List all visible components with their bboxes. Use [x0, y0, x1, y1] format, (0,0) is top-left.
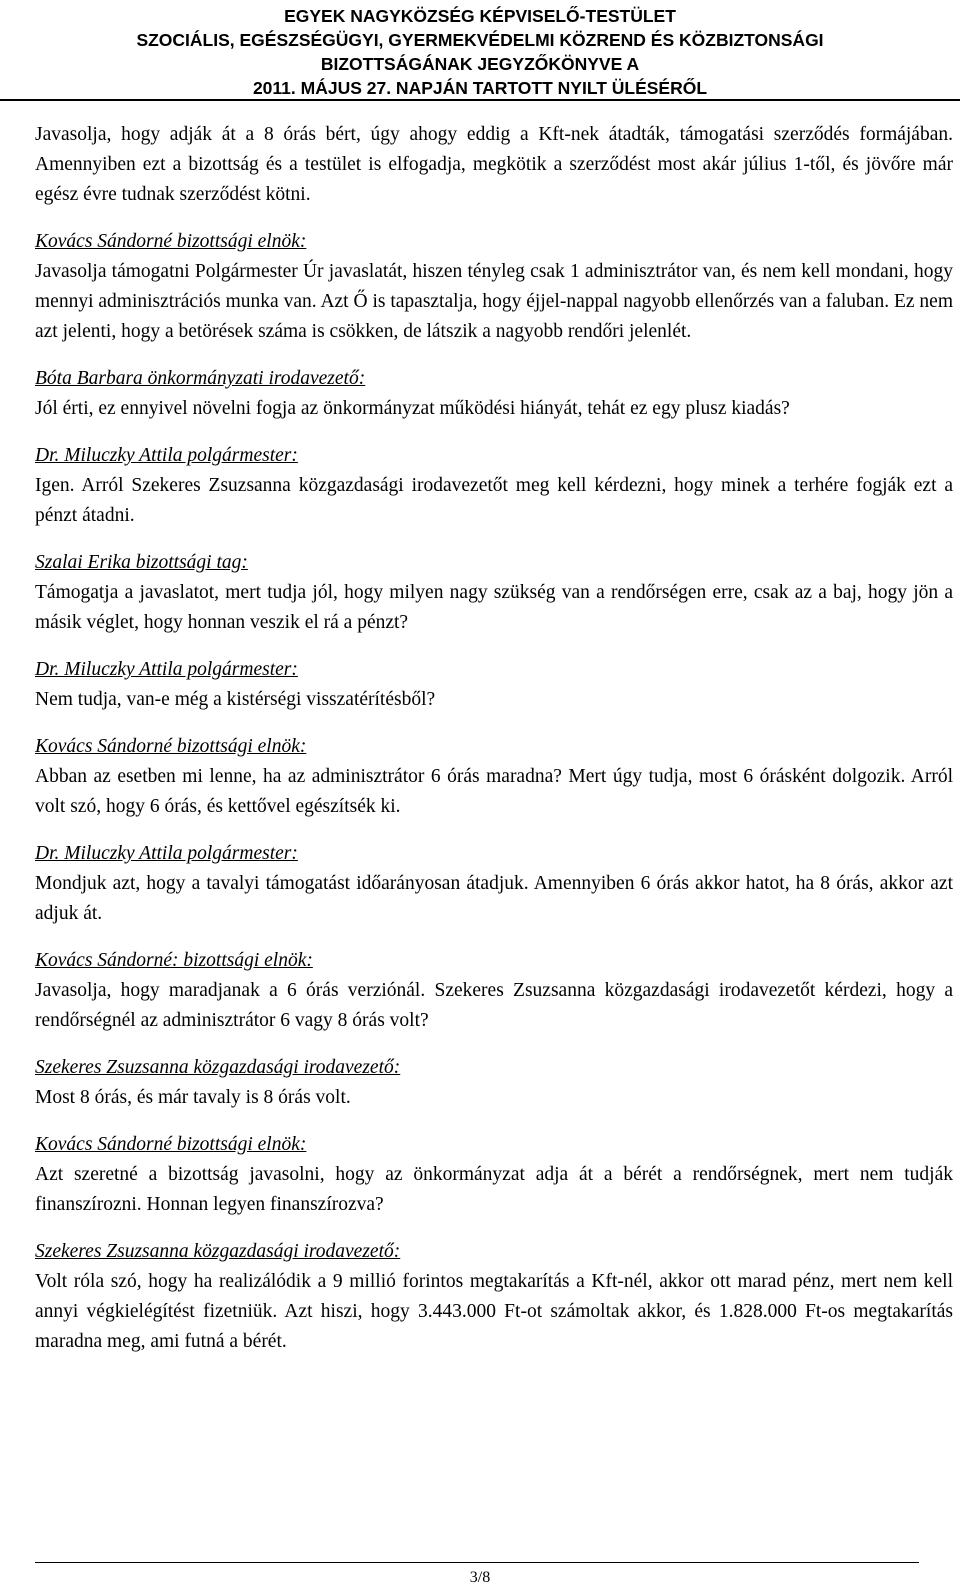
- page-number: 3/8: [469, 1569, 491, 1586]
- speech-block: [35, 227, 953, 347]
- speaker-label: Dr. Miluczky Attila polgármester:: [35, 659, 298, 680]
- header-divider: [0, 99, 960, 101]
- speech-text: Javasolja támogatni Polgármester Úr javaslatát, hiszen tényleg csak 1 adminisztrátor van, és nem kell mondani, hogy mennyi adminisztrációs munka van. Azt Ő is tapasztalja, hogy éjjel-nappal nagyobb ellenőrzés van a faluban. Ez nem azt jelenti, hogy a betörések száma is csökken, de látszik a nagyobb rendőri jelenlét.: [35, 261, 953, 342]
- speech-text: Javasolja, hogy maradjanak a 6 órás verziónál. Szekeres Zsuzsanna közgazdasági irodavezetőt kérdezi, hogy a rendőrségnél az adminisztrátor 6 vagy 8 órás volt?: [35, 980, 953, 1031]
- document-body: [35, 120, 953, 1374]
- speech-block: [35, 1053, 953, 1113]
- speech-block: [35, 1130, 953, 1220]
- speech-block: [35, 441, 953, 531]
- speech-text: Támogatja a javaslatot, mert tudja jól, hogy milyen nagy szükség van a rendőrségen erre, csak az a baj, hogy jön a másik véglet, hogy honnan veszik el rá a pénzt?: [35, 582, 953, 633]
- speech-block: [35, 732, 953, 822]
- header-line-2: SZOCIÁLIS, EGÉSZSÉGÜGYI, GYERMEKVÉDELMI KÖZREND ÉS KÖZBIZTONSÁGI: [136, 30, 824, 50]
- speech-text: Nem tudja, van-e még a kistérségi visszatérítésből?: [35, 689, 436, 710]
- speech-block: [35, 364, 953, 424]
- speech-text: Mondjuk azt, hogy a tavalyi támogatást időarányosan átadjuk. Amennyiben 6 órás akkor hatot, ha 8 órás, akkor azt adjuk át.: [35, 873, 953, 924]
- speaker-label: Dr. Miluczky Attila polgármester:: [35, 445, 298, 466]
- speech-text: Igen. Arról Szekeres Zsuzsanna közgazdasági irodavezetőt meg kell kérdezni, hogy minek a terhére fogják ezt a pénzt átadni.: [35, 475, 953, 526]
- speaker-label: Kovács Sándorné bizottsági elnök:: [35, 231, 307, 252]
- speech-block: [35, 946, 953, 1036]
- speech-text: Volt róla szó, hogy ha realizálódik a 9 millió forintos megtakarítás a Kft-nél, akkor ott marad pénz, mert nem kell annyi végkielégítést fizetniük. Azt hiszi, hogy 3.443.000 Ft-ot számoltak akkor, és 1.828.000 Ft-os megtakarítás maradna meg, ami futná a bérét.: [35, 1271, 953, 1352]
- header-line-1: EGYEK NAGYKÖZSÉG KÉPVISELŐ-TESTÜLET: [284, 6, 676, 26]
- speaker-label: Kovács Sándorné bizottsági elnök:: [35, 736, 307, 757]
- speaker-label: Kovács Sándorné bizottsági elnök:: [35, 1134, 307, 1155]
- speech-block: [35, 655, 953, 715]
- speaker-label: Bóta Barbara önkormányzati irodavezető:: [35, 368, 366, 389]
- header-line-3: BIZOTTSÁGÁNAK JEGYZŐKÖNYVE A: [320, 54, 640, 74]
- speech-block: [35, 1237, 953, 1357]
- speaker-label: Szekeres Zsuzsanna közgazdasági irodavezető:: [35, 1057, 401, 1078]
- speech-text: Abban az esetben mi lenne, ha az adminisztrátor 6 órás maradna? Mert úgy tudja, most 6 órásként dolgozik. Arról volt szó, hogy 6 órás, és kettővel egészítsék ki.: [35, 766, 953, 817]
- footer-divider: [35, 1562, 919, 1563]
- speaker-label: Kovács Sándorné: bizottsági elnök:: [35, 950, 313, 971]
- header-line-4: 2011. MÁJUS 27. NAPJÁN TARTOTT NYILT ÜLÉSÉRŐL: [252, 78, 708, 98]
- speaker-label: Dr. Miluczky Attila polgármester:: [35, 843, 298, 864]
- intro-paragraph: Javasolja, hogy adják át a 8 órás bért, úgy ahogy eddig a Kft-nek átadták, támogatási szerződés formájában. Amennyiben ezt a bizottság és a testület is elfogadja, megkötik a szerződést most akár július 1-től, és jövőre már egész évre tudnak szerződést kötni.: [35, 124, 953, 205]
- document-header: [0, 0, 960, 100]
- speech-block: [35, 548, 953, 638]
- speech-block: [35, 839, 953, 929]
- speech-text: Most 8 órás, és már tavaly is 8 órás volt.: [35, 1087, 351, 1108]
- speech-text: Jól érti, ez ennyivel növelni fogja az önkormányzat működési hiányát, tehát ez egy plusz kiadás?: [35, 398, 790, 419]
- speaker-label: Szekeres Zsuzsanna közgazdasági irodavezető:: [35, 1241, 401, 1262]
- speaker-label: Szalai Erika bizottsági tag:: [35, 552, 248, 573]
- speech-text: Azt szeretné a bizottság javasolni, hogy az önkormányzat adja át a bérét a rendőrségnek, mert nem tudják finanszírozni. Honnan legyen finanszírozva?: [35, 1164, 953, 1215]
